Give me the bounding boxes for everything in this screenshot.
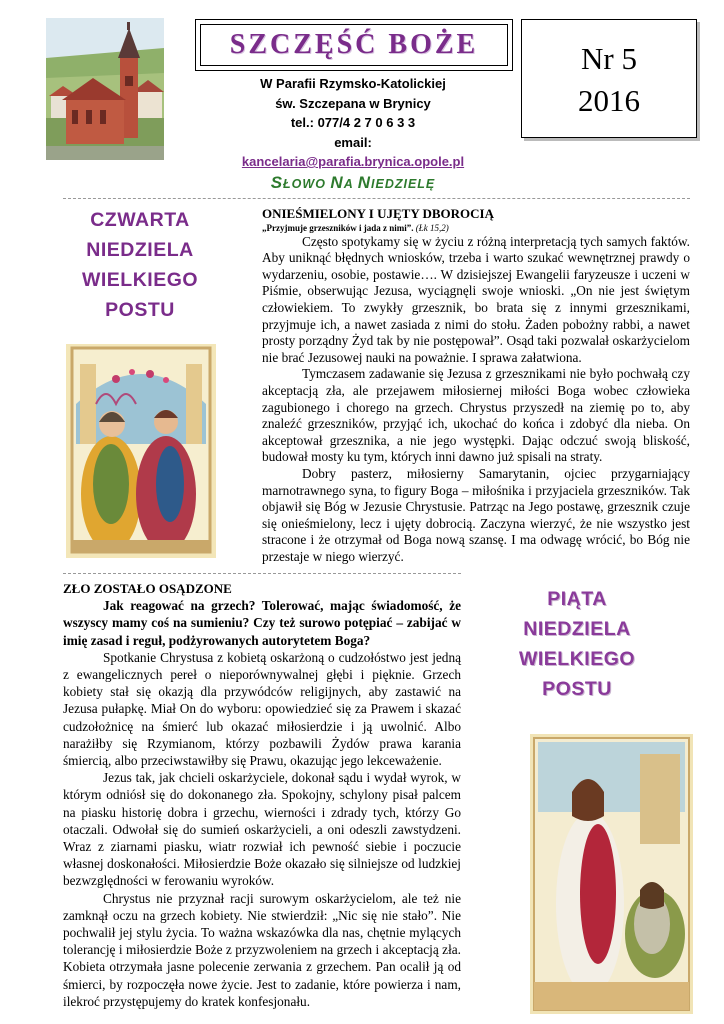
article-paragraph: Chrystus nie przyznał racji surowym oskarżycielom, ale też nie zamknął oczu na grzech kobiety. Nie stwierdził: „Nic się nie stało”. Nie pochwalił jej stylu życia. To ważna wskazówka dla nas, chętnie mylących tolerancję i miłosierdzie Boże z przyzwoleniem na grzech i akceptacją zła. Kobieta otrzymała jasne polecenie zerwania z grzechem. Pan ocalił ją od śmierci, by rozpoczęła nowe życie. Jest to zadanie, które powierza i nam, ilekroć przystępujemy do kratek konfesjonału. [63, 890, 461, 1009]
section-title-part: N [357, 173, 372, 192]
prodigal-son-illustration [66, 344, 216, 558]
church-photo [46, 18, 164, 160]
article-paragraph: Dobry pasterz, miłosierny Samarytanin, ojciec przygarniający marnotrawnego syna, to figury Boga – miłośnika i przyjaciela grzeszników. Tak objawił się Bóg w Jezusie Chrystusie. Patrząc na Jego postawę, grzesznik czuje się onieśmielony, lecz i ujęty dobrocią. Zaczyna wierzyć, że nie wszystko jest stracone i że otrzymał od Boga nową szansę. I ma odwagę wrócić, bo Bóg nie przestaje w niego wierzyć. [262, 465, 690, 564]
sunday-heading-5th [497, 584, 657, 704]
section-title [195, 173, 511, 193]
lead-text: Jak reagować na grzech? Tolerować, mając świadomość, że wszyscy mamy coś na sumieniu? Czy też surowo potępiać – zabijać w imię zasad i reguł, podżyrowanych autorytetem Boga? [63, 598, 461, 648]
article-title: ZŁO ZOSTAŁO OSĄDZONE [63, 581, 232, 596]
issue-number: Nr 5 [581, 41, 637, 76]
heading-line: WIELKIEGO [518, 648, 636, 670]
heading-line: NIEDZIELA [523, 618, 631, 640]
heading-line: PIĄTA [547, 588, 607, 610]
masthead-title-box [195, 19, 513, 71]
section-title-part: N [330, 173, 344, 192]
divider [63, 198, 690, 199]
sunday-heading-4th [60, 205, 220, 325]
email-link[interactable]: kancelaria@parafia.brynica.opole.pl [241, 154, 465, 169]
heading-line: NIEDZIELA [86, 239, 194, 261]
email-label: email: [334, 134, 372, 150]
heading-line: POSTU [542, 678, 612, 700]
issue-year: 2016 [578, 83, 640, 118]
parish-patron: św. Szczepana w Brynicy [275, 95, 431, 111]
divider [63, 573, 461, 574]
article-paragraph: Często spotykamy się w życiu z różną interpretacją tych samych faktów. Aby uniknąć błędnych wniosków, trzeba i warto szukać wewnętrznej prawdy o wydarzeniu, osobie, postawie…. W dzisiejszej Ewangelii faryzeusze i uczeni w Piśmie, obserwując Jezusa, wyciągnęli swoje wnioski. „On nie jest świętym człowiekiem. To zwykły grzesznik, bo brata się z innymi grzesznikami, przyjmuje ich, a nawet zasiada z nimi do stołu. Żaden pobożny rabbi, a nawet prosty porządny Żyd tak by nie postępował”. Osąd taki pozwalał oskarżycielom nie brać Jezusowej nauki na poważnie. I sprawa załatwiona. [262, 233, 690, 365]
parish-phone: tel.: 077/4 2 7 0 6 3 3 [290, 115, 416, 130]
heading-line: CZWARTA [90, 209, 190, 231]
jesus-woman-illustration [530, 734, 693, 1014]
article-paragraph: Jezus tak, jak chcieli oskarżyciele, dokonał sądu i wydał wyrok, w którym odniósł się do dokonanego zła. Spokojny, schylony pisał palcem na piasku historię dobra i grzechu, wierności i zdrady tych, którzy Go otaczali. Odwołał się do sumień oskarżycieli, a oni odeszli zawstydzeni. Wraz z ziarnami piasku, wiatr rozwiał ich pewność siebie i poczucie własnej doskonałości. Miłosierdzie Boże okazało się silniejsze od ludzkiej bezwzględności w ferowaniu wyroków. [63, 770, 461, 889]
section-title-part: A [343, 177, 358, 191]
article-prodigal [262, 206, 690, 565]
quote-reference: (Łk 15,2) [415, 222, 449, 233]
masthead-title: SZCZĘŚĆ BOŻE [200, 24, 508, 66]
article-paragraph: Tymczasem zadawanie się Jezusa z grzesznikami nie było pochwałą czy akceptacją zła, ale przejawem miłosiernej miłości Boga wobec człowieka zagubionego i chorego na grzech. Chrystus przyszedł na ziemię po to, aby znaleźć grzeszników, przyjąć ich, ukochać do końca i zdobyć dla nieba. On akceptował grzesznika, a nie jego występki. Dając odczuć swoją bliskość, budował mosty ku tym, których inni dawno już spisali na straty. [262, 366, 690, 465]
parish-name: W Parafii Rzymsko-Katolickiej [260, 76, 446, 91]
section-title-part: IEDZIELĘ [371, 177, 436, 191]
issue-box [521, 19, 697, 138]
section-title-part: ŁOWO [283, 177, 331, 191]
heading-line: WIELKIEGO [81, 269, 199, 291]
article-paragraph: Spotkanie Chrystusa z kobietą oskarżoną o cudzołóstwo jest jedną z ewangelicznych pereł o nieporównywalnej głębi i pięknie. Grzech kobiety stał się okazją dla przywódców religijnych, aby zastawić na Jezusa pułapkę. Miał On do wyboru: opowiedzieć się za Prawem i skazać cudzołożnicę na śmierć lub okazać miłosierdzie i ją uwolnić. Albo narażiłby się Rzymianom, którzy pozbawili Żydów prawa karania śmiercią, albo przeciwstawiłby się Prawu, okazując jego lekceważenie. [63, 649, 461, 769]
article-quote [262, 223, 690, 234]
quote-text: „Przyjmuje grzeszników i jada z nimi”. [262, 222, 414, 233]
article-lead [63, 597, 461, 649]
parish-info [195, 74, 511, 172]
section-title-part: S [270, 173, 284, 192]
heading-line: POSTU [105, 299, 175, 321]
article-title: ONIEŚMIELONY I UJĘTY DBOROCIĄ [262, 206, 494, 221]
article-adulteress [63, 580, 461, 1010]
